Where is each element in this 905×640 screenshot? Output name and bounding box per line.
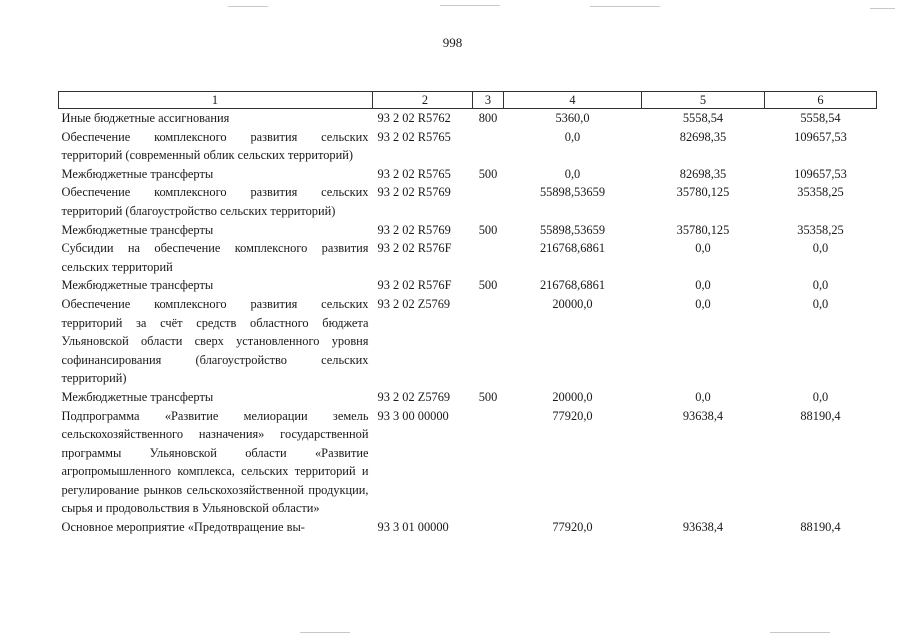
row-name: Подпрограмма «Развитие мелиорации земель сельскохозяйственного назначения» государственной программы Ульяновской области «Развитие агропромышленного комплекса, сельских территорий и регулирование рынков сельскохозяйственной продукции, сырья и продовольствия в Ульяновской области» <box>61 408 369 516</box>
scan-artifact <box>870 8 895 9</box>
row-code: 93 2 02 Z5769 <box>377 389 451 404</box>
row-value-col6: 109657,53 <box>794 129 847 144</box>
table-row <box>59 518 877 537</box>
row-name: Субсидии на обеспечение комплексного развития сельских территорий <box>61 241 369 274</box>
row-value-col5: 0,0 <box>695 389 711 404</box>
table-row <box>59 128 877 165</box>
row-value-col6: 88190,4 <box>800 520 841 535</box>
row-value-col6: 35358,25 <box>797 222 844 237</box>
row-name: Иные бюджетные ассигнования <box>61 111 230 125</box>
table-row <box>59 276 877 295</box>
row-code: 93 3 00 00000 <box>377 408 449 423</box>
column-header: 5 <box>642 92 765 109</box>
row-code: 93 2 02 R576F <box>377 241 452 256</box>
row-value-col6: 109657,53 <box>794 166 847 181</box>
row-value-col6: 0,0 <box>812 241 829 256</box>
row-value-col6: 88190,4 <box>800 408 841 423</box>
table-row <box>59 239 877 276</box>
row-value-col6: 5558,54 <box>800 111 841 125</box>
column-header: 3 <box>473 92 504 109</box>
row-code: 93 2 02 R5762 <box>377 111 451 125</box>
row-value-col5: 82698,35 <box>679 166 727 181</box>
row-name: Межбюджетные трансферты <box>61 222 214 237</box>
row-value-col5: 35780,125 <box>676 222 730 237</box>
row-value-col5: 82698,35 <box>679 129 727 144</box>
scan-artifact <box>228 6 268 7</box>
table-row <box>59 221 877 240</box>
column-header: 4 <box>504 92 642 109</box>
row-value-col6: 0,0 <box>812 296 829 311</box>
row-expense-type: 500 <box>478 222 498 237</box>
table-row <box>59 388 877 407</box>
table-row <box>59 407 877 519</box>
row-expense-type: 800 <box>478 111 498 125</box>
row-expense-type: 500 <box>478 389 498 404</box>
scan-artifact <box>440 5 500 6</box>
scan-artifact <box>770 632 830 633</box>
row-value-col6: 0,0 <box>812 389 829 404</box>
row-value-col5: 93638,4 <box>682 520 724 535</box>
row-name: Межбюджетные трансферты <box>61 166 214 181</box>
column-header: 2 <box>373 92 473 109</box>
row-expense-type: 500 <box>478 166 498 181</box>
scan-artifact <box>590 6 660 7</box>
row-expense-type: 500 <box>478 278 498 293</box>
row-value-col4: 216768,6861 <box>539 278 606 293</box>
table-row <box>59 165 877 184</box>
row-code: 93 2 02 Z5769 <box>377 296 451 311</box>
row-value-col5: 5558,54 <box>682 111 724 125</box>
row-value-col5: 35780,125 <box>676 185 730 200</box>
scan-artifact <box>300 632 350 633</box>
row-value-col4: 0,0 <box>564 129 581 144</box>
row-expense-type <box>473 407 504 519</box>
row-value-col4: 55898,53659 <box>539 222 606 237</box>
table-row <box>59 183 877 220</box>
row-value-col6: 0,0 <box>812 278 829 293</box>
column-header: 6 <box>765 92 877 109</box>
page-number: 998 <box>442 35 463 50</box>
row-code: 93 2 02 R5769 <box>377 185 451 200</box>
table-row <box>59 295 877 388</box>
row-expense-type <box>473 295 504 388</box>
row-value-col4: 5360,0 <box>555 111 590 125</box>
row-expense-type <box>473 239 504 276</box>
row-name: Основное мероприятие «Предотвращение вы- <box>61 520 305 535</box>
row-value-col4: 0,0 <box>564 166 581 181</box>
row-name: Обеспечение комплексного развития сельских территорий (современный облик сельских территорий) <box>61 129 369 163</box>
column-header: 1 <box>59 92 373 109</box>
row-value-col4: 216768,6861 <box>539 241 606 256</box>
row-name: Межбюджетные трансферты <box>61 389 214 404</box>
row-expense-type <box>473 183 504 220</box>
row-value-col6: 35358,25 <box>797 185 844 200</box>
row-code: 93 2 02 R576F <box>377 278 452 293</box>
budget-table <box>58 91 877 537</box>
row-name: Обеспечение комплексного развития сельских территорий за счёт средств областного бюджета Ульяновской области сверх установленного уровня софинансирования (благоустройство сельских территорий) <box>61 296 369 386</box>
row-value-col4: 20000,0 <box>552 389 593 404</box>
row-value-col5: 93638,4 <box>682 408 724 423</box>
table-header-row <box>59 92 877 109</box>
row-value-col4: 55898,53659 <box>539 185 606 200</box>
row-expense-type <box>473 128 504 165</box>
row-code: 93 2 02 R5765 <box>377 166 451 181</box>
table-row <box>59 109 877 128</box>
row-value-col4: 77920,0 <box>552 520 593 535</box>
row-code: 93 3 01 00000 <box>377 520 449 535</box>
row-name: Обеспечение комплексного развития сельских территорий (благоустройство сельских территорий) <box>61 185 369 218</box>
row-value-col4: 77920,0 <box>552 408 593 423</box>
row-value-col5: 0,0 <box>695 278 711 293</box>
row-value-col5: 0,0 <box>695 296 711 311</box>
row-code: 93 2 02 R5769 <box>377 222 451 237</box>
row-value-col5: 0,0 <box>695 241 711 256</box>
row-expense-type <box>473 518 504 537</box>
row-value-col4: 20000,0 <box>552 296 593 311</box>
row-name: Межбюджетные трансферты <box>61 278 214 293</box>
row-code: 93 2 02 R5765 <box>377 129 451 144</box>
